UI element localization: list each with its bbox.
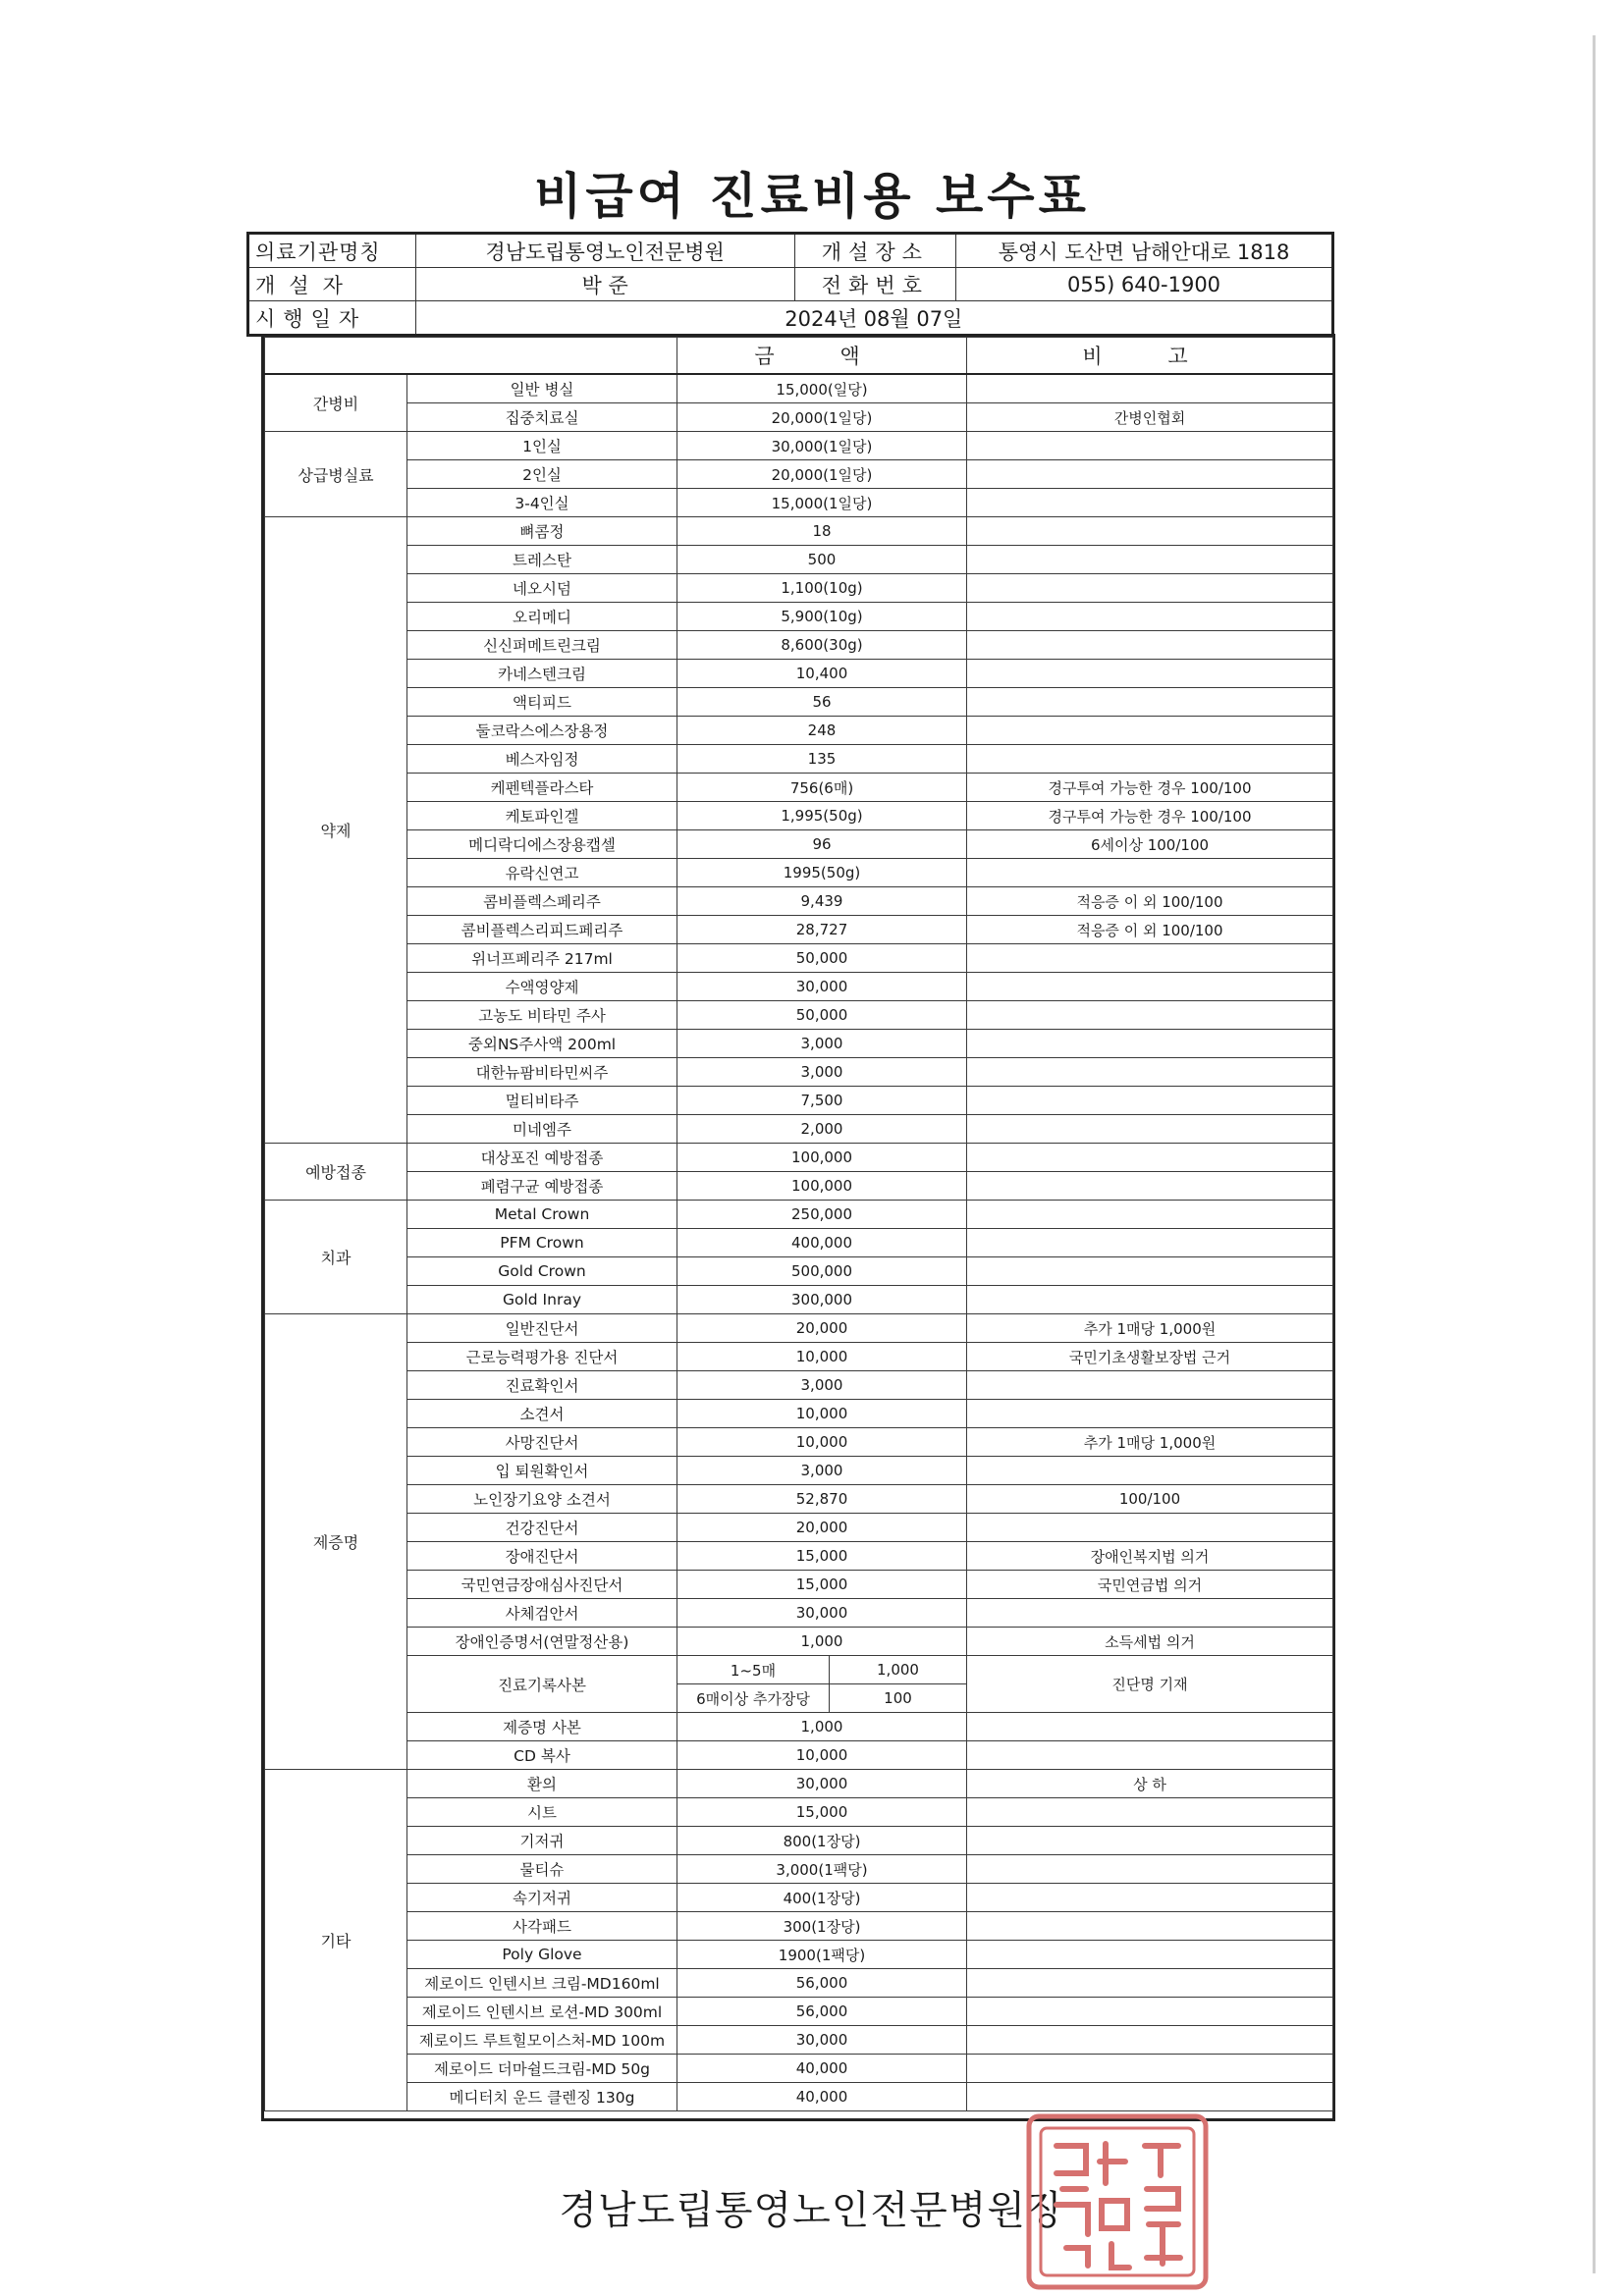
row-note: 국민기초생활보장법 근거 (967, 1343, 1333, 1371)
table-row (265, 1371, 1333, 1400)
row-amount: 250,000 (677, 1201, 967, 1229)
table-row (265, 830, 1333, 859)
date-value: 2024년 08월 07일 (415, 301, 1332, 336)
table-row (265, 774, 1333, 802)
row-amount: 50,000 (677, 1001, 967, 1030)
table-row (265, 1713, 1333, 1741)
row-amount: 40,000 (677, 2055, 967, 2083)
row-item: 오리메디 (407, 603, 677, 631)
row-amount: 10,000 (677, 1428, 967, 1457)
row-item: 소견서 (407, 1400, 677, 1428)
row-note (967, 1884, 1333, 1912)
row-item: 액티피드 (407, 688, 677, 717)
row-item: Metal Crown (407, 1201, 677, 1229)
table-row (265, 1542, 1333, 1571)
row-note (967, 944, 1333, 973)
table-row (265, 2055, 1333, 2083)
row-note (967, 1457, 1333, 1485)
row-item: 1인실 (407, 432, 677, 460)
row-amount: 756(6매) (677, 774, 967, 802)
table-row (265, 1030, 1333, 1058)
row-item: 기저귀 (407, 1827, 677, 1855)
row-item: 둘코락스에스장용정 (407, 717, 677, 745)
row-item: 사망진단서 (407, 1428, 677, 1457)
table-row (265, 1428, 1333, 1457)
row-amount: 28,727 (677, 916, 967, 944)
row-note (967, 374, 1333, 403)
table-row (265, 1286, 1333, 1314)
table-row (265, 887, 1333, 916)
row-item: 유락신연고 (407, 859, 677, 887)
row-item: 제로이드 루트힐모이스처-MD 100m (407, 2026, 677, 2055)
row-item: 환의 (407, 1770, 677, 1798)
row-note (967, 460, 1333, 489)
row-item: 속기저귀 (407, 1884, 677, 1912)
row-item: 폐렴구균 예방접종 (407, 1172, 677, 1201)
row-item: 제로이드 인텐시브 로션-MD 300ml (407, 1998, 677, 2026)
category-cell: 약제 (265, 517, 407, 1144)
row-note (967, 1229, 1333, 1257)
row-note: 추가 1매당 1,000원 (967, 1314, 1333, 1343)
row-amount: 100,000 (677, 1172, 967, 1201)
row-amount: 15,000 (677, 1542, 967, 1571)
row-item: 위너프페리주 217ml (407, 944, 677, 973)
table-row (265, 1912, 1333, 1941)
row-amount: 1,995(50g) (677, 802, 967, 830)
row-note: 추가 1매당 1,000원 (967, 1428, 1333, 1457)
row-amount: 20,000 (677, 1514, 967, 1542)
row-item: 케펜텍플라스타 (407, 774, 677, 802)
row-amount: 500,000 (677, 1257, 967, 1286)
fee-table (264, 337, 1333, 2111)
row-note: 적응증 이 외 100/100 (967, 887, 1333, 916)
row-note (967, 1998, 1333, 2026)
row-amount: 100,000 (677, 1144, 967, 1172)
row-item: 장애진단서 (407, 1542, 677, 1571)
row-note: 장애인복지법 의거 (967, 1542, 1333, 1571)
fee-table-frame (261, 334, 1335, 2121)
table-row (265, 1656, 1333, 1684)
note-header: 비 고 (967, 338, 1333, 375)
row-amount: 135 (677, 745, 967, 774)
row-item: 물티슈 (407, 1855, 677, 1884)
row-note (967, 1599, 1333, 1628)
row-note (967, 745, 1333, 774)
table-row (265, 1343, 1333, 1371)
founder-label: 개설자 (248, 268, 416, 301)
row-item: 미네엠주 (407, 1115, 677, 1144)
row-amount: 800(1장당) (677, 1827, 967, 1855)
table-row (265, 745, 1333, 774)
table-row (265, 489, 1333, 517)
row-note: 소득세법 의거 (967, 1628, 1333, 1656)
row-item: 네오시덤 (407, 574, 677, 603)
row-amount: 15,000 (677, 1798, 967, 1827)
row-amount: 15,000(일당) (677, 374, 967, 403)
row-note: 적응증 이 외 100/100 (967, 916, 1333, 944)
row-note (967, 1514, 1333, 1542)
row-note (967, 1827, 1333, 1855)
row-amount: 52,870 (677, 1485, 967, 1514)
row-amount: 15,000 (677, 1571, 967, 1599)
row-note (967, 1257, 1333, 1286)
row-note (967, 631, 1333, 660)
row-item: 중외NS주사액 200ml (407, 1030, 677, 1058)
table-row (265, 1172, 1333, 1201)
row-item: 대한뉴팜비타민씨주 (407, 1058, 677, 1087)
row-amount: 400(1장당) (677, 1884, 967, 1912)
row-note (967, 660, 1333, 688)
category-cell: 제증명 (265, 1314, 407, 1770)
row-amount: 3,000 (677, 1457, 967, 1485)
row-note (967, 1855, 1333, 1884)
row-amount: 1,000 (677, 1628, 967, 1656)
institution-value: 경남도립통영노인전문병원 (415, 234, 794, 268)
category-cell: 간병비 (265, 374, 407, 432)
row-item: 제로이드 인텐시브 크림-MD160ml (407, 1969, 677, 1998)
row-note (967, 1798, 1333, 1827)
table-row (265, 1144, 1333, 1172)
row-amount: 500 (677, 546, 967, 574)
row-note: 간병인협회 (967, 403, 1333, 432)
row-item: 노인장기요양 소견서 (407, 1485, 677, 1514)
row-amount: 20,000 (677, 1314, 967, 1343)
row-amount: 2,000 (677, 1115, 967, 1144)
row-amount: 20,000(1일당) (677, 403, 967, 432)
table-row (265, 1628, 1333, 1656)
table-row (265, 660, 1333, 688)
row-amount: 400,000 (677, 1229, 967, 1257)
row-item: Poly Glove (407, 1941, 677, 1969)
row-note (967, 517, 1333, 546)
category-cell: 기타 (265, 1770, 407, 2111)
table-row (265, 916, 1333, 944)
row-item: 수액영양제 (407, 973, 677, 1001)
row-note (967, 1144, 1333, 1172)
table-row (265, 1798, 1333, 1827)
table-row (265, 1400, 1333, 1428)
table-row (265, 717, 1333, 745)
copy-tier1-label: 1~5매 (677, 1656, 830, 1684)
category-cell: 예방접종 (265, 1144, 407, 1201)
table-row (265, 1770, 1333, 1798)
row-note: 경구투여 가능한 경우 100/100 (967, 774, 1333, 802)
table-row (265, 802, 1333, 830)
row-note (967, 973, 1333, 1001)
table-row (265, 403, 1333, 432)
row-amount: 1,100(10g) (677, 574, 967, 603)
row-item: 메디락디에스장용캡셀 (407, 830, 677, 859)
row-item: 케토파인겔 (407, 802, 677, 830)
row-item: 진료확인서 (407, 1371, 677, 1400)
row-amount: 1,000 (677, 1713, 967, 1741)
row-item: 트레스탄 (407, 546, 677, 574)
row-amount: 20,000(1일당) (677, 460, 967, 489)
row-note (967, 1172, 1333, 1201)
row-note (967, 2055, 1333, 2083)
row-note: 6세이상 100/100 (967, 830, 1333, 859)
table-row (265, 1741, 1333, 1770)
table-row (265, 1599, 1333, 1628)
row-item: 고농도 비타민 주사 (407, 1001, 677, 1030)
row-amount: 1900(1팩당) (677, 1941, 967, 1969)
row-amount: 15,000(1일당) (677, 489, 967, 517)
row-item: 사각패드 (407, 1912, 677, 1941)
row-note (967, 574, 1333, 603)
table-row (265, 574, 1333, 603)
table-row (265, 603, 1333, 631)
table-row (265, 517, 1333, 546)
row-amount: 50,000 (677, 944, 967, 973)
row-note (967, 717, 1333, 745)
institution-label: 의료기관명칭 (248, 234, 416, 268)
row-amount: 10,000 (677, 1343, 967, 1371)
row-note (967, 546, 1333, 574)
row-item: 시트 (407, 1798, 677, 1827)
row-amount: 3,000 (677, 1058, 967, 1087)
table-row (265, 1058, 1333, 1087)
row-amount: 300(1장당) (677, 1912, 967, 1941)
row-amount: 18 (677, 517, 967, 546)
amount-header: 금 액 (677, 338, 967, 375)
table-row (265, 1001, 1333, 1030)
table-row (265, 631, 1333, 660)
row-amount: 10,000 (677, 1400, 967, 1428)
row-note (967, 1087, 1333, 1115)
table-row (265, 1884, 1333, 1912)
copy-tier2-amount: 100 (830, 1684, 967, 1713)
table-row (265, 1257, 1333, 1286)
row-note (967, 2083, 1333, 2111)
row-note (967, 603, 1333, 631)
table-row (265, 859, 1333, 887)
row-amount: 40,000 (677, 2083, 967, 2111)
row-item: 입 퇴원확인서 (407, 1457, 677, 1485)
row-amount: 30,000 (677, 1770, 967, 1798)
row-amount: 96 (677, 830, 967, 859)
row-amount: 30,000 (677, 973, 967, 1001)
table-row (265, 1998, 1333, 2026)
row-item: 일반진단서 (407, 1314, 677, 1343)
row-note (967, 1286, 1333, 1314)
row-note (967, 489, 1333, 517)
row-amount: 300,000 (677, 1286, 967, 1314)
row-amount: 7,500 (677, 1087, 967, 1115)
row-amount: 56 (677, 688, 967, 717)
row-item: 국민연금장애심사진단서 (407, 1571, 677, 1599)
row-item: 사체검안서 (407, 1599, 677, 1628)
copy-tier1-amount: 1,000 (830, 1656, 967, 1684)
copy-record-item: 진료기록사본 (407, 1656, 677, 1713)
page-title: 비급여 진료비용 보수표 (534, 168, 1090, 225)
row-note (967, 1400, 1333, 1428)
row-amount: 56,000 (677, 1969, 967, 1998)
row-item: 집중치료실 (407, 403, 677, 432)
table-row (265, 1485, 1333, 1514)
row-item: PFM Crown (407, 1229, 677, 1257)
table-row (265, 1457, 1333, 1485)
category-cell: 상급병실료 (265, 432, 407, 517)
row-note (967, 859, 1333, 887)
table-row (265, 688, 1333, 717)
table-row (265, 1941, 1333, 1969)
row-item: 베스자임정 (407, 745, 677, 774)
row-amount: 8,600(30g) (677, 631, 967, 660)
category-cell: 치과 (265, 1201, 407, 1314)
row-amount: 5,900(10g) (677, 603, 967, 631)
phone-label: 전화번호 (794, 268, 955, 301)
row-note (967, 1115, 1333, 1144)
header-blank (265, 338, 677, 375)
table-row (265, 1201, 1333, 1229)
official-seal-stamp (1023, 2110, 1212, 2293)
row-item: CD 복사 (407, 1741, 677, 1770)
address-label: 개설장소 (794, 234, 955, 268)
row-item: 메디터치 운드 클렌징 130g (407, 2083, 677, 2111)
scan-edge-line (1593, 35, 1596, 2273)
row-item: 신신퍼메트린크림 (407, 631, 677, 660)
table-header-row (265, 338, 1333, 375)
row-note (967, 2026, 1333, 2055)
row-amount: 10,400 (677, 660, 967, 688)
row-note (967, 1969, 1333, 1998)
row-item: 3-4인실 (407, 489, 677, 517)
row-note (967, 688, 1333, 717)
copy-tier2-label: 6매이상 추가장당 (677, 1684, 830, 1713)
row-note (967, 1001, 1333, 1030)
table-row (265, 1087, 1333, 1115)
copy-record-note: 진단명 기재 (967, 1656, 1333, 1713)
row-note (967, 1713, 1333, 1741)
row-amount: 30,000 (677, 1599, 967, 1628)
row-amount: 56,000 (677, 1998, 967, 2026)
row-amount: 30,000(1일당) (677, 432, 967, 460)
row-amount: 248 (677, 717, 967, 745)
row-item: 멀티비타주 (407, 1087, 677, 1115)
table-row (265, 2083, 1333, 2111)
row-item: 근로능력평가용 진단서 (407, 1343, 677, 1371)
row-amount: 10,000 (677, 1741, 967, 1770)
founder-value: 박 준 (415, 268, 794, 301)
row-amount: 3,000 (677, 1030, 967, 1058)
row-amount: 9,439 (677, 887, 967, 916)
row-item: Gold Inray (407, 1286, 677, 1314)
table-row (265, 1514, 1333, 1542)
info-table (246, 232, 1334, 337)
table-row (265, 2026, 1333, 2055)
row-item: 2인실 (407, 460, 677, 489)
row-note (967, 1371, 1333, 1400)
row-amount: 3,000(1팩당) (677, 1855, 967, 1884)
row-note: 경구투여 가능한 경우 100/100 (967, 802, 1333, 830)
phone-value: 055) 640-1900 (956, 268, 1333, 301)
address-value: 통영시 도산면 남해안대로 1818 (956, 234, 1333, 268)
row-note (967, 1941, 1333, 1969)
date-label: 시행일자 (248, 301, 416, 336)
table-row (265, 1855, 1333, 1884)
row-item: 대상포진 예방접종 (407, 1144, 677, 1172)
table-row (265, 1115, 1333, 1144)
row-item: 뼈콤정 (407, 517, 677, 546)
row-note: 상 하 (967, 1770, 1333, 1798)
row-item: 장애인증명서(연말정산용) (407, 1628, 677, 1656)
row-note (967, 432, 1333, 460)
row-item: 일반 병실 (407, 374, 677, 403)
row-note (967, 1912, 1333, 1941)
table-row (265, 1969, 1333, 1998)
table-row (265, 973, 1333, 1001)
table-row (265, 432, 1333, 460)
row-note (967, 1030, 1333, 1058)
table-row (265, 374, 1333, 403)
row-item: 콤비플렉스리피드페리주 (407, 916, 677, 944)
table-row (265, 460, 1333, 489)
table-row (265, 1827, 1333, 1855)
row-amount: 3,000 (677, 1371, 967, 1400)
row-item: 콤비플렉스페리주 (407, 887, 677, 916)
table-row (265, 546, 1333, 574)
row-note: 국민연금법 의거 (967, 1571, 1333, 1599)
row-item: 제로이드 더마쉴드크림-MD 50g (407, 2055, 677, 2083)
row-item: 제증명 사본 (407, 1713, 677, 1741)
footer-signature: 경남도립통영노인전문병원장 (559, 2188, 1065, 2233)
table-row (265, 1571, 1333, 1599)
row-item: 카네스텐크림 (407, 660, 677, 688)
row-item: 건강진단서 (407, 1514, 677, 1542)
table-row (265, 1314, 1333, 1343)
table-row (265, 1229, 1333, 1257)
row-amount: 1995(50g) (677, 859, 967, 887)
row-note (967, 1058, 1333, 1087)
row-note (967, 1201, 1333, 1229)
row-note (967, 1741, 1333, 1770)
row-note: 100/100 (967, 1485, 1333, 1514)
row-amount: 30,000 (677, 2026, 967, 2055)
row-item: Gold Crown (407, 1257, 677, 1286)
table-row (265, 944, 1333, 973)
